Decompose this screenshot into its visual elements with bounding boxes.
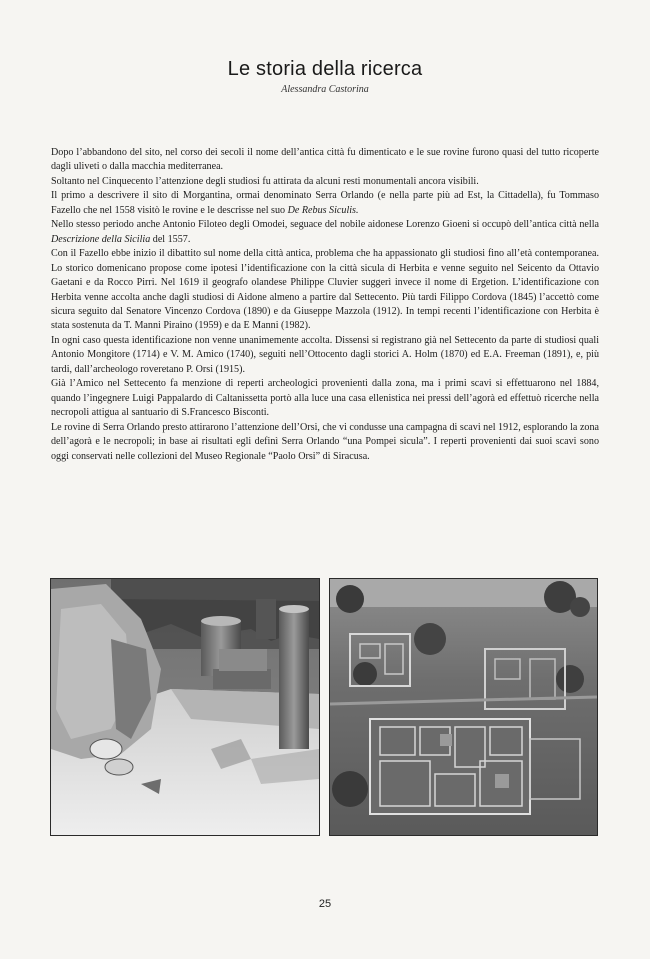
paragraph-text: In ogni caso questa identificazione non venne unanimemente accolta. Dissensi si registrano già nel Settecento da parte di studiosi quali Antonio Mongitore (1714) e V. M. Amico (1740), seguiti nell’Ottocento dagli storici A. Holm (1870) ed E.A. Freeman (1891), e, più tardi, dall’archeologo roveretano P. Orsi (1915). [51,334,599,375]
paragraph-text: del 1557. [150,233,191,245]
paragraph-text: Soltanto nel Cinquecento l’attenzione degli studiosi fu attirata da alcuni resti monumentali ancora visibili. [51,175,479,187]
body-paragraph [51,175,599,189]
body-paragraph [51,421,599,464]
body-paragraph [51,247,599,334]
paragraph-text: Già l’Amico nel Settecento fa menzione di reperti archeologici provenienti dalla zona, ma i primi scavi si effettuarono nel 1884, quando l’ingegnere Luigi Pappalardo di Caltanissetta portò alla luce una casa ellenistica nei pressi dell’agorà ed effettuò ricerche nella necropoli attigua al santuario di S.Francesco Bisconti. [51,378,599,419]
body-paragraph [51,377,599,420]
page-title: Le storia della ricerca [227,58,423,80]
paragraph-text: Nello stesso periodo anche Antonio Filoteo degli Omodei, seguace del nobile aidonese Lorenzo Gioeni si occupò dell’antica città nella [51,219,599,231]
paragraph-text: Dopo l’abbandono del sito, nel corso dei secoli il nome dell’antica città fu dimenticato e le sue rovine furono quasi del tutto ricoperte dagli uliveti o dalla macchia mediterranea. [51,147,599,173]
paragraph-text: Con il Fazello ebbe inizio il dibattito sul nome della città antica, problema che ha appassionato gli studiosi fino all’età contemporanea. Lo storico domenicano propose come ipotesi l’identificazione con la città sicula di Herbita e venne seguito nel Seicento da Ottavio Gaetani e da Rocco Pirri. Nel 1619 il geografo olandese Philippe Cluvier suggerì invece il nome di Ergetion. L’identificazione con Herbita venne accolta anche dagli studiosi di Aidone almeno a partire dal Settecento. Più tardi Filippo Cordova (1845) l’accettò come sicura seguito dal Senatore Vincenzo Cordova (1890) e da Giuseppe Mazzola (1912). In tempi recenti l’identificazione con Herbita è stata sostenuta da T. Manni Piraino (1959) e da E Manni (1982). [51,248,599,332]
italic-title: Descrizione della Sicilia [51,233,151,245]
author-name: Alessandra Castorina [281,84,369,95]
body-paragraph [51,218,599,247]
paragraph-text: Il primo a descrivere il sito di Morgantina, ormai denominato Serra Orlando (e nella parte più ad Est, la Cittadella), fu Tommaso Fazello che nel 1558 visitò le rovine e le descrisse nel suo [51,190,599,216]
italic-title: De Rebus Siculis. [287,204,359,216]
body-paragraph [51,189,599,218]
aerial-excavation-photo [329,578,598,836]
paragraph-text: Le rovine di Serra Orlando presto attirarono l’attenzione dell’Orsi, che vi condusse una campagna di scavi nel 1912, esplorando la zona dell’agorà e le necropoli; in base ai risultati egli definì Serra Orlando “una Pompei sicula”. I reperti provenienti dai suoi scavi sono oggi conservati nelle collezioni del Museo Regionale “Paolo Orsi” di Siracusa. [51,421,599,462]
excavation-columns-photo [50,578,320,836]
body-paragraph [51,334,599,377]
article-body [51,146,599,464]
page-number: 25 [318,898,332,910]
body-paragraph [51,146,599,175]
